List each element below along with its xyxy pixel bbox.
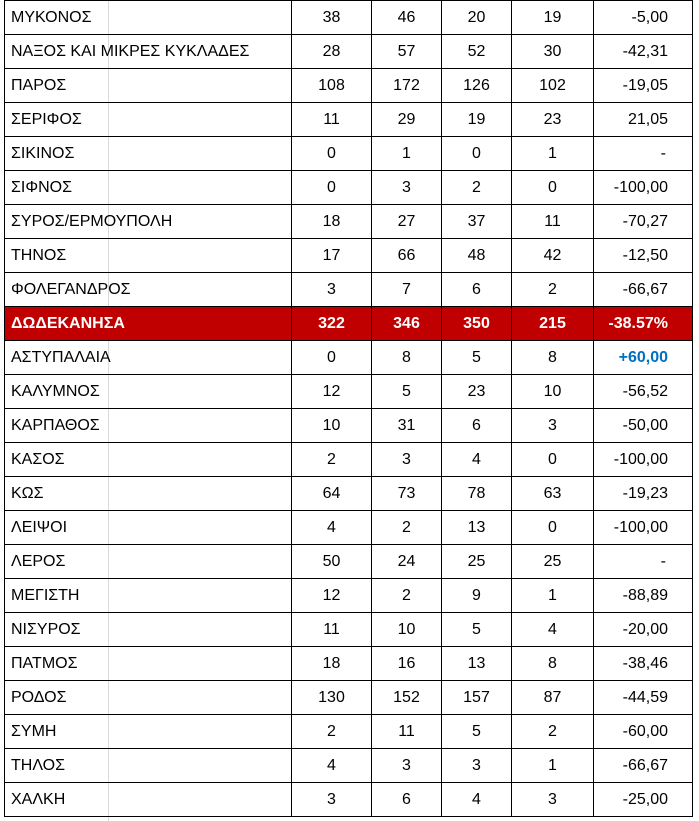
value-cell-4: 102 [512, 69, 594, 103]
value-cell-2: 10 [372, 613, 442, 647]
value-cell-4: 3 [512, 783, 594, 817]
value-cell-4: 30 [512, 35, 594, 69]
value-cell-1: 3 [292, 783, 372, 817]
percent-change-cell: 21,05 [594, 103, 693, 137]
value-cell-1: 10 [292, 409, 372, 443]
value-cell-1: 0 [292, 137, 372, 171]
value-cell-2: 16 [372, 647, 442, 681]
value-cell-4: 19 [512, 1, 594, 35]
table-row [5, 545, 693, 579]
table-body [5, 1, 693, 817]
area-name-cell: ΤΗΝΟΣ [5, 239, 292, 273]
table-row [5, 477, 693, 511]
value-cell-2: 8 [372, 341, 442, 375]
table-row [5, 613, 693, 647]
percent-change-cell: -25,00 [594, 783, 693, 817]
value-cell-1: 0 [292, 341, 372, 375]
percent-change-cell: -19,23 [594, 477, 693, 511]
table-row [5, 137, 693, 171]
area-name-cell: ΚΩΣ [5, 477, 292, 511]
value-cell-1: 108 [292, 69, 372, 103]
value-cell-4: 215 [512, 307, 594, 341]
value-cell-3: 6 [442, 273, 512, 307]
percent-change-cell: -44,59 [594, 681, 693, 715]
value-cell-4: 8 [512, 647, 594, 681]
area-name-cell: ΣΙΦΝΟΣ [5, 171, 292, 205]
value-cell-2: 24 [372, 545, 442, 579]
value-cell-1: 50 [292, 545, 372, 579]
value-cell-4: 4 [512, 613, 594, 647]
value-cell-1: 17 [292, 239, 372, 273]
value-cell-4: 23 [512, 103, 594, 137]
value-cell-2: 27 [372, 205, 442, 239]
percent-change-cell: -38.57% [594, 307, 693, 341]
percent-change-cell: -100,00 [594, 511, 693, 545]
value-cell-4: 2 [512, 715, 594, 749]
value-cell-3: 37 [442, 205, 512, 239]
percent-change-cell: -20,00 [594, 613, 693, 647]
value-cell-2: 57 [372, 35, 442, 69]
value-cell-3: 23 [442, 375, 512, 409]
value-cell-4: 25 [512, 545, 594, 579]
value-cell-1: 12 [292, 579, 372, 613]
value-cell-4: 63 [512, 477, 594, 511]
value-cell-4: 0 [512, 511, 594, 545]
percent-change-cell: -38,46 [594, 647, 693, 681]
statistics-table [4, 0, 693, 817]
percent-change-cell: -12,50 [594, 239, 693, 273]
value-cell-1: 322 [292, 307, 372, 341]
value-cell-3: 126 [442, 69, 512, 103]
value-cell-4: 0 [512, 171, 594, 205]
area-name-cell: ΣΙΚΙΝΟΣ [5, 137, 292, 171]
value-cell-3: 3 [442, 749, 512, 783]
value-cell-1: 18 [292, 205, 372, 239]
area-name-cell: ΚΑΡΠΑΘΟΣ [5, 409, 292, 443]
area-name-cell: ΣΥΜΗ [5, 715, 292, 749]
percent-change-cell: -60,00 [594, 715, 693, 749]
table-row [5, 341, 693, 375]
value-cell-3: 6 [442, 409, 512, 443]
value-cell-1: 11 [292, 613, 372, 647]
value-cell-1: 3 [292, 273, 372, 307]
value-cell-1: 2 [292, 443, 372, 477]
value-cell-4: 1 [512, 137, 594, 171]
area-name-cell: ΛΕΡΟΣ [5, 545, 292, 579]
area-name-cell: ΚΑΣΟΣ [5, 443, 292, 477]
value-cell-2: 3 [372, 443, 442, 477]
area-name-cell: ΧΑΛΚΗ [5, 783, 292, 817]
value-cell-1: 130 [292, 681, 372, 715]
value-cell-3: 5 [442, 613, 512, 647]
percent-change-cell: -19,05 [594, 69, 693, 103]
value-cell-1: 12 [292, 375, 372, 409]
value-cell-4: 0 [512, 443, 594, 477]
table-row [5, 409, 693, 443]
value-cell-3: 5 [442, 715, 512, 749]
value-cell-4: 10 [512, 375, 594, 409]
value-cell-2: 31 [372, 409, 442, 443]
value-cell-3: 48 [442, 239, 512, 273]
table-row [5, 273, 693, 307]
value-cell-3: 5 [442, 341, 512, 375]
value-cell-1: 0 [292, 171, 372, 205]
area-name-cell: ΠΑΡΟΣ [5, 69, 292, 103]
value-cell-4: 11 [512, 205, 594, 239]
value-cell-2: 73 [372, 477, 442, 511]
value-cell-2: 152 [372, 681, 442, 715]
area-name-cell: ΑΣΤΥΠΑΛΑΙΑ [5, 341, 292, 375]
area-name-cell: ΜΕΓΙΣΤΗ [5, 579, 292, 613]
table-row [5, 715, 693, 749]
value-cell-3: 350 [442, 307, 512, 341]
value-cell-2: 2 [372, 511, 442, 545]
value-cell-1: 38 [292, 1, 372, 35]
table-row [5, 69, 693, 103]
value-cell-3: 78 [442, 477, 512, 511]
area-name-cell: ΠΑΤΜΟΣ [5, 647, 292, 681]
area-name-cell: ΦΟΛΕΓΑΝΔΡΟΣ [5, 273, 292, 307]
value-cell-3: 20 [442, 1, 512, 35]
value-cell-2: 2 [372, 579, 442, 613]
table-row [5, 171, 693, 205]
value-cell-2: 6 [372, 783, 442, 817]
value-cell-3: 0 [442, 137, 512, 171]
table-row [5, 749, 693, 783]
value-cell-2: 46 [372, 1, 442, 35]
value-cell-3: 157 [442, 681, 512, 715]
value-cell-2: 7 [372, 273, 442, 307]
value-cell-2: 66 [372, 239, 442, 273]
percent-change-cell: -42,31 [594, 35, 693, 69]
value-cell-2: 3 [372, 749, 442, 783]
value-cell-1: 11 [292, 103, 372, 137]
table-row [5, 443, 693, 477]
table-row [5, 579, 693, 613]
percent-change-cell: -70,27 [594, 205, 693, 239]
value-cell-3: 25 [442, 545, 512, 579]
value-cell-4: 3 [512, 409, 594, 443]
area-name-cell: ΔΩΔΕΚΑΝΗΣΑ [5, 307, 292, 341]
percent-change-cell: -5,00 [594, 1, 693, 35]
percent-change-cell: -100,00 [594, 171, 693, 205]
value-cell-2: 5 [372, 375, 442, 409]
area-name-cell: ΣΕΡΙΦΟΣ [5, 103, 292, 137]
percent-change-cell: -50,00 [594, 409, 693, 443]
value-cell-2: 346 [372, 307, 442, 341]
value-cell-4: 42 [512, 239, 594, 273]
value-cell-2: 1 [372, 137, 442, 171]
table-row [5, 103, 693, 137]
area-name-cell: ΜΥΚΟΝΟΣ [5, 1, 292, 35]
value-cell-3: 4 [442, 443, 512, 477]
value-cell-1: 4 [292, 511, 372, 545]
value-cell-2: 29 [372, 103, 442, 137]
percent-change-cell: - [594, 545, 693, 579]
percent-change-cell: +60,00 [594, 341, 693, 375]
value-cell-1: 18 [292, 647, 372, 681]
value-cell-3: 19 [442, 103, 512, 137]
area-name-cell: ΣΥΡΟΣ/ΕΡΜΟΥΠΟΛΗ [5, 205, 292, 239]
value-cell-3: 13 [442, 511, 512, 545]
value-cell-4: 87 [512, 681, 594, 715]
table-row [5, 783, 693, 817]
region-total-row [5, 307, 693, 341]
value-cell-3: 52 [442, 35, 512, 69]
value-cell-4: 1 [512, 749, 594, 783]
table-row [5, 647, 693, 681]
percent-change-cell: - [594, 137, 693, 171]
table-row [5, 511, 693, 545]
value-cell-1: 28 [292, 35, 372, 69]
value-cell-4: 1 [512, 579, 594, 613]
table-row [5, 35, 693, 69]
value-cell-3: 9 [442, 579, 512, 613]
area-name-cell: ΛΕΙΨΟΙ [5, 511, 292, 545]
area-name-cell: ΝΙΣΥΡΟΣ [5, 613, 292, 647]
percent-change-cell: -100,00 [594, 443, 693, 477]
value-cell-3: 2 [442, 171, 512, 205]
value-cell-2: 172 [372, 69, 442, 103]
percent-change-cell: -88,89 [594, 579, 693, 613]
percent-change-cell: -66,67 [594, 749, 693, 783]
percent-change-cell: -66,67 [594, 273, 693, 307]
value-cell-2: 11 [372, 715, 442, 749]
area-name-cell: ΤΗΛΟΣ [5, 749, 292, 783]
percent-change-cell: -56,52 [594, 375, 693, 409]
table-row [5, 681, 693, 715]
value-cell-1: 2 [292, 715, 372, 749]
area-name-cell: ΚΑΛΥΜΝΟΣ [5, 375, 292, 409]
value-cell-1: 4 [292, 749, 372, 783]
value-cell-2: 3 [372, 171, 442, 205]
table-row [5, 375, 693, 409]
area-name-cell: ΡΟΔΟΣ [5, 681, 292, 715]
value-cell-4: 2 [512, 273, 594, 307]
value-cell-4: 8 [512, 341, 594, 375]
table-row [5, 1, 693, 35]
value-cell-3: 4 [442, 783, 512, 817]
value-cell-1: 64 [292, 477, 372, 511]
table-row [5, 239, 693, 273]
value-cell-3: 13 [442, 647, 512, 681]
area-name-cell: ΝΑΞΟΣ ΚΑΙ ΜΙΚΡΕΣ ΚΥΚΛΑΔΕΣ [5, 35, 292, 69]
table-row [5, 205, 693, 239]
